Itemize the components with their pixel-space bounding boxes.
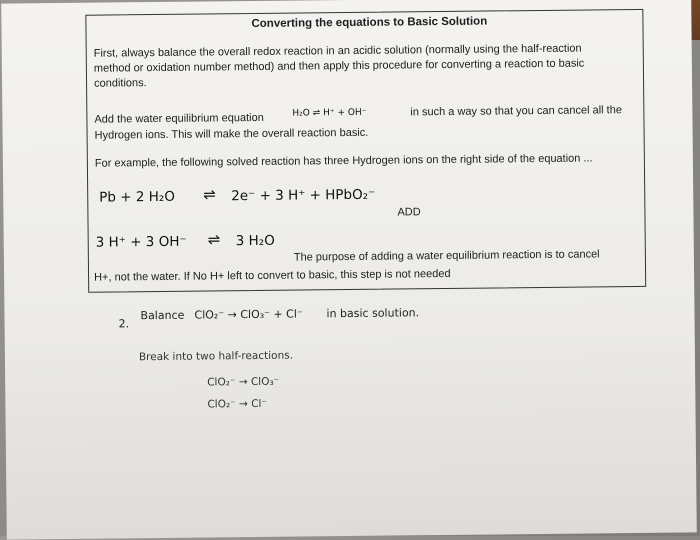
half-reaction-1: ClO₂⁻ → ClO₃⁻ [207, 375, 280, 389]
intro-line-1: First, always balance the overall redox reaction in an acidic solution (normally using the half-reaction [93, 42, 582, 60]
worksheet-page [1, 0, 697, 540]
half-reaction-heading: Break into two half-reactions. [138, 349, 294, 364]
question-tail: in basic solution. [326, 306, 420, 321]
water-eq-tail: in such a way so that you can cancel all the [410, 104, 623, 119]
intro-line-3: conditions. [93, 77, 147, 90]
equation-1-left: Pb + 2 H₂O [99, 188, 176, 206]
equilibrium-arrow-icon: ⇌ [203, 185, 216, 204]
question-number: 2. [118, 317, 130, 331]
equation-1-right: 2e⁻ + 3 H⁺ + HPbO₂⁻ [231, 186, 376, 205]
water-eq-line-2: Hydrogen ions. This will make the overall reaction basic. [94, 126, 369, 142]
add-label: ADD [397, 206, 421, 219]
half-reaction-2: ClO₂⁻ → Cl⁻ [207, 397, 268, 411]
purpose-line-2: H+, not the water. If No H+ left to convert to basic, this step is not needed [94, 267, 451, 284]
water-eq-lead: Add the water equilibrium equation [94, 111, 264, 126]
question-lead: Balance [140, 308, 185, 323]
equilibrium-arrow-icon-2: ⇌ [207, 230, 221, 249]
equation-2-left: 3 H⁺ + 3 OH⁻ [95, 233, 187, 251]
example-intro: For example, the following solved reaction has three Hydrogen ions on the right side of the equation ... [94, 152, 593, 170]
equation-2-right: 3 H₂O [235, 232, 275, 250]
intro-line-2: method or oxidation number method) and then apply this procedure for converting a reaction to basic [93, 57, 585, 75]
purpose-line-1: The purpose of adding a water equilibrium reaction is to cancel [293, 248, 600, 264]
question-equation: ClO₂⁻ → ClO₃⁻ + Cl⁻ [194, 307, 303, 322]
page-title: Converting the equations to Basic Solution [251, 15, 488, 31]
water-equilibrium-equation: H₂O ⇌ H⁺ + OH⁻ [292, 107, 367, 119]
